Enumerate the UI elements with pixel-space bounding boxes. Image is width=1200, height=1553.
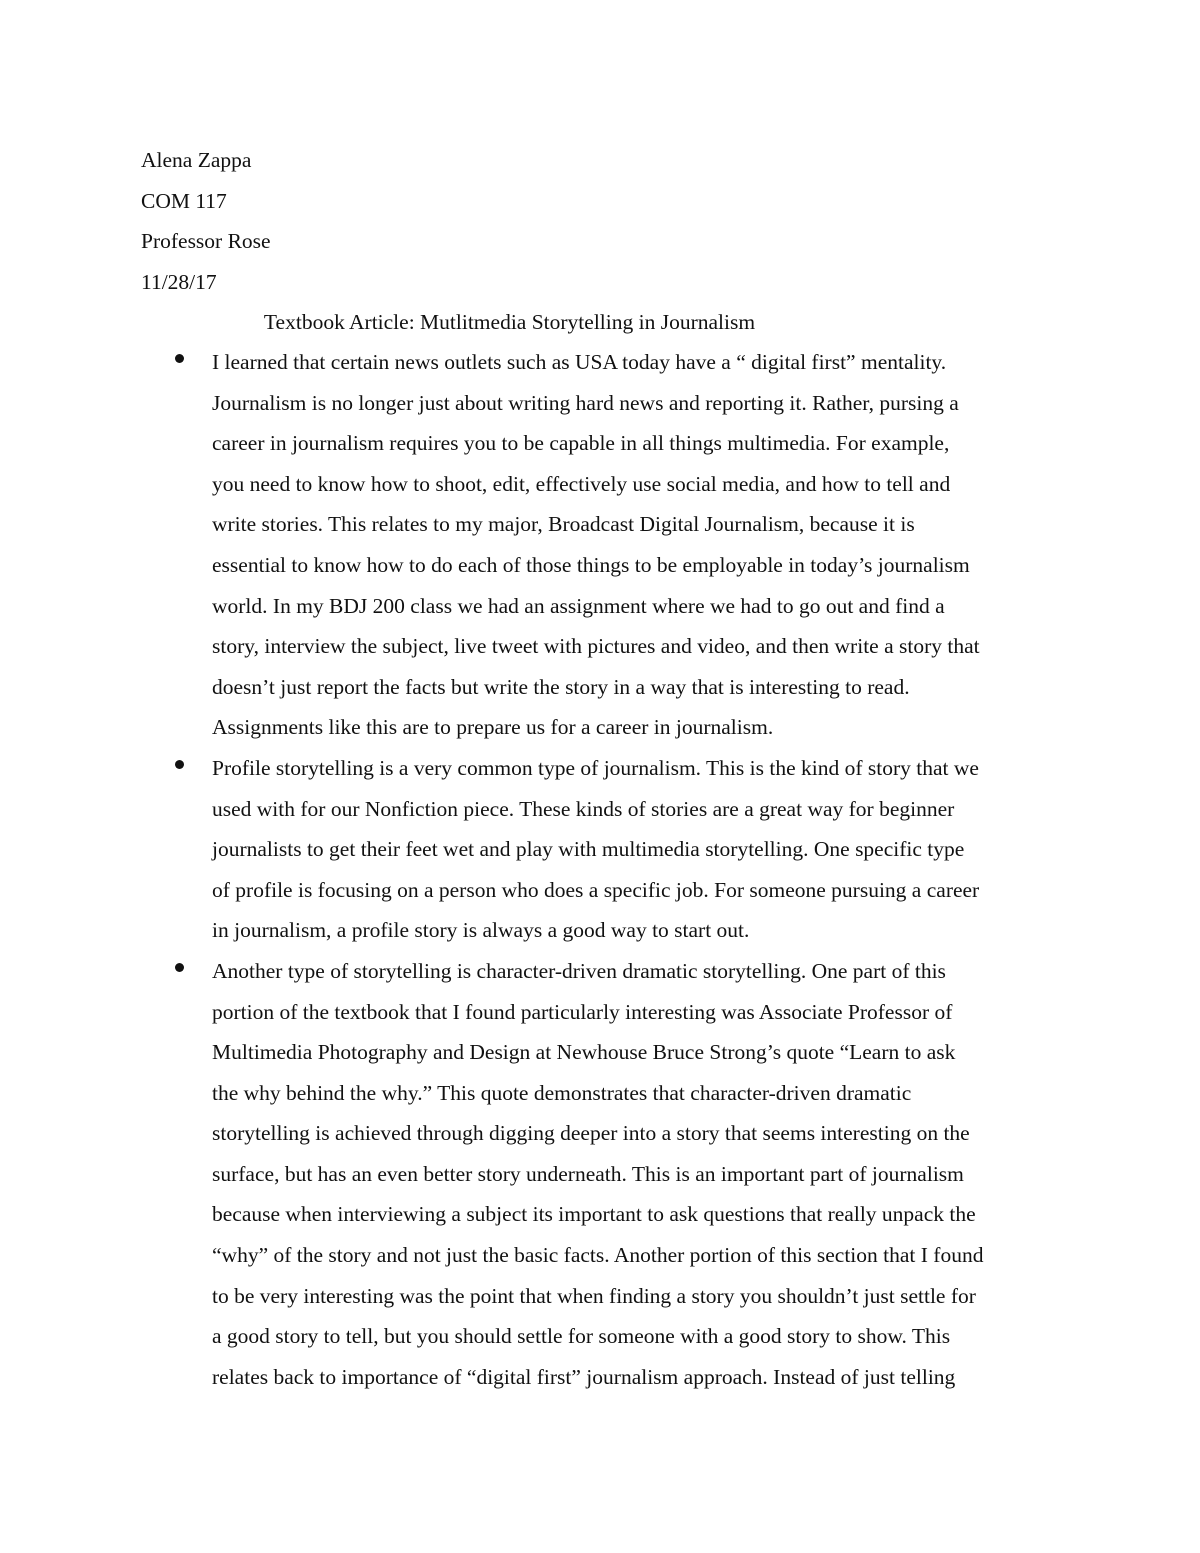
bullet-dot-icon bbox=[175, 963, 184, 972]
text-line: a good story to tell, but you should settle for someone with a good story to show. This bbox=[212, 1324, 951, 1349]
bullet-item-3 bbox=[0, 951, 1064, 1398]
text-line: write stories. This relates to my major, Broadcast Digital Journalism, because it is bbox=[212, 512, 915, 537]
text-line: doesn’t just report the facts but write the story in a way that is interesting to read. bbox=[212, 674, 910, 699]
text-line: Assignments like this are to prepare us for a career in journalism. bbox=[212, 715, 774, 740]
text-line: to be very interesting was the point that when finding a story you shouldn’t just settle for bbox=[212, 1283, 976, 1308]
text-line: “why” of the story and not just the basic facts. Another portion of this section that I found bbox=[212, 1243, 984, 1268]
text-line: Profile storytelling is a very common type of journalism. This is the kind of story that we bbox=[212, 755, 979, 780]
text-line: Journalism is no longer just about writing hard news and reporting it. Rather, pursing a bbox=[212, 390, 959, 415]
text-line: of profile is focusing on a person who does a specific job. For someone pursuing a career bbox=[212, 877, 980, 902]
text-line: storytelling is achieved through digging deeper into a story that seems interesting on the bbox=[212, 1121, 970, 1146]
bullet-list bbox=[0, 342, 1200, 1397]
text-line: used with for our Nonfiction piece. These kinds of stories are a great way for beginner bbox=[212, 796, 955, 821]
text-line: I learned that certain news outlets such as USA today have a “ digital first” mentality. bbox=[212, 350, 947, 374]
text-line: because when interviewing a subject its important to ask questions that really unpack the bbox=[212, 1202, 976, 1227]
text-line: in journalism, a profile story is always a good way to start out. bbox=[212, 918, 750, 943]
author-name: Alena Zappa bbox=[141, 148, 252, 172]
course-code: COM 117 bbox=[141, 188, 227, 213]
title-wrapper bbox=[141, 302, 1019, 343]
text-line: relates back to importance of “digital first” journalism approach. Instead of just telling bbox=[212, 1364, 956, 1389]
text-line: essential to know how to do each of those things to be employable in today’s journalism bbox=[212, 552, 970, 577]
text-line: you need to know how to shoot, edit, effectively use social media, and how to tell and bbox=[212, 471, 951, 496]
text-line: Multimedia Photography and Design at Newhouse Bruce Strong’s quote “Learn to ask bbox=[212, 1040, 956, 1065]
text-line: Another type of storytelling is character-driven dramatic storytelling. One part of this bbox=[212, 958, 946, 983]
text-line: surface, but has an even better story underneath. This is an important part of journalism bbox=[212, 1161, 964, 1186]
bullet-dot-icon bbox=[175, 354, 184, 363]
text-line: portion of the textbook that I found particularly interesting was Associate Professor of bbox=[212, 999, 953, 1024]
text-line: journalists to get their feet wet and play with multimedia storytelling. One specific type bbox=[212, 837, 965, 862]
text-line: the why behind the why.” This quote demonstrates that character-driven dramatic bbox=[212, 1080, 912, 1105]
professor-name: Professor Rose bbox=[141, 229, 271, 254]
bullet-item-1 bbox=[0, 342, 1064, 748]
text-line: career in journalism requires you to be capable in all things multimedia. For example, bbox=[212, 431, 950, 456]
bullet-dot-icon bbox=[175, 760, 184, 769]
document-title: Textbook Article: Mutlitmedia Storytelling in Journalism bbox=[263, 310, 756, 334]
bullet-item-2 bbox=[0, 748, 1064, 951]
text-line: story, interview the subject, live tweet with pictures and video, and then write a story that bbox=[212, 634, 980, 659]
text-line: world. In my BDJ 200 class we had an assignment where we had to go out and find a bbox=[212, 593, 945, 618]
document-header bbox=[141, 140, 1061, 302]
document-date: 11/28/17 bbox=[141, 269, 217, 294]
